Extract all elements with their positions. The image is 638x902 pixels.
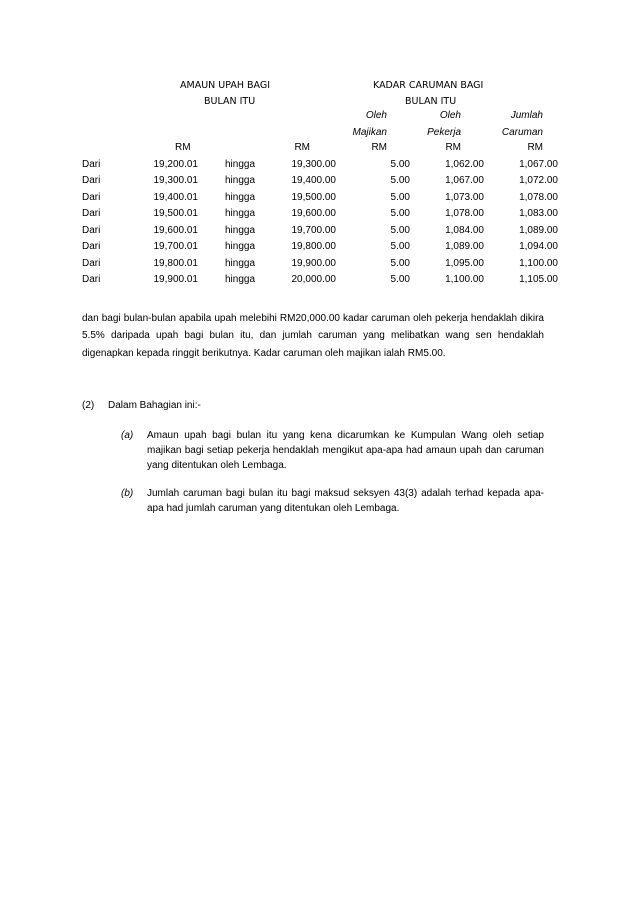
- row-spacer: [198, 189, 225, 206]
- col-majikan-line2: Majikan: [352, 127, 387, 138]
- unit-label-majikan: RM: [371, 142, 387, 153]
- row-employee-contribution: 1,062.00: [445, 158, 484, 170]
- row-wage-to: 19,600.00: [291, 208, 336, 220]
- table-row: [82, 272, 558, 289]
- row-wage-to: 19,400.00: [291, 175, 336, 187]
- row-total-contribution: 1,094.00: [519, 241, 558, 253]
- row-dari-label: Dari: [82, 257, 101, 269]
- row-employee-contribution: 1,073.00: [445, 191, 484, 203]
- row-hingga-label: hingga: [225, 274, 256, 286]
- table-row: [82, 156, 558, 173]
- row-employer-contribution: 5.00: [390, 175, 410, 187]
- row-spacer: [198, 255, 225, 272]
- row-employee-contribution: 1,089.00: [445, 241, 484, 253]
- row-hingga-label: hingga: [225, 241, 256, 253]
- row-employee-contribution: 1,084.00: [445, 224, 484, 236]
- row-dari-label: Dari: [82, 274, 101, 286]
- table-row: [82, 206, 558, 223]
- row-hingga-label: hingga: [225, 191, 256, 203]
- table-row: [82, 255, 558, 272]
- row-total-contribution: 1,105.00: [519, 274, 558, 286]
- row-wage-to: 20,000.00: [291, 274, 336, 286]
- row-employee-contribution: 1,095.00: [445, 257, 484, 269]
- row-wage-from: 19,300.01: [153, 175, 198, 187]
- row-total-contribution: 1,067.00: [519, 158, 558, 170]
- row-wage-to: 19,800.00: [291, 241, 336, 253]
- kadar-heading-line2: BULAN ITU: [405, 96, 457, 107]
- row-hingga-label: hingga: [225, 257, 256, 269]
- unit-label-jumlah: RM: [527, 142, 543, 153]
- row-wage-from: 19,500.01: [153, 208, 198, 220]
- row-wage-to: 19,300.00: [291, 158, 336, 170]
- row-hingga-label: hingga: [225, 208, 256, 220]
- row-hingga-label: hingga: [225, 158, 256, 170]
- row-wage-from: 19,700.01: [153, 241, 198, 253]
- row-total-contribution: 1,100.00: [519, 257, 558, 269]
- row-employee-contribution: 1,078.00: [445, 208, 484, 220]
- row-wage-from: 19,400.01: [153, 191, 198, 203]
- col-majikan-line1: Oleh: [365, 110, 387, 121]
- row-total-contribution: 1,078.00: [519, 191, 558, 203]
- amaun-heading-line1: AMAUN UPAH BAGI: [180, 80, 271, 91]
- row-dari-label: Dari: [82, 208, 101, 220]
- row-employer-contribution: 5.00: [390, 191, 410, 203]
- row-spacer: [198, 173, 225, 190]
- row-hingga-label: hingga: [225, 175, 256, 187]
- row-wage-from: 19,800.01: [153, 257, 198, 269]
- row-spacer: [198, 206, 225, 223]
- col-pekerja-line2: Pekerja: [427, 127, 461, 138]
- row-employer-contribution: 5.00: [390, 241, 410, 253]
- item-b-text: Jumlah caruman bagi bulan itu bagi maksud seksyen 43(3) adalah terhad kepada apa-apa had jumlah caruman yang ditentukan oleh Lembaga.: [147, 488, 544, 514]
- contribution-table: [82, 156, 558, 288]
- section-number: (2): [82, 400, 95, 411]
- row-employer-contribution: 5.00: [390, 274, 410, 286]
- row-dari-label: Dari: [82, 241, 101, 253]
- unit-label-pekerja: RM: [445, 142, 461, 153]
- kadar-heading-line1: KADAR CARUMAN BAGI: [373, 80, 484, 91]
- unit-label-to: RM: [294, 142, 310, 153]
- row-employer-contribution: 5.00: [390, 158, 410, 170]
- row-dari-label: Dari: [82, 224, 101, 236]
- col-jumlah-line2: Caruman: [501, 127, 543, 138]
- row-wage-from: 19,200.01: [153, 158, 198, 170]
- row-spacer: [198, 239, 225, 256]
- row-spacer: [198, 272, 225, 289]
- excess-wage-paragraph: dan bagi bulan-bulan apabila upah melebihi RM20,000.00 kadar caruman oleh pekerja hendaklah dikira 5.5% daripada upah bagi bulan itu, dan jumlah caruman yang melibatkan wang sen hendaklah digenapkan kepada ringgit berikutnya. Kadar caruman oleh majikan ialah RM5.00.: [82, 313, 544, 359]
- row-total-contribution: 1,072.00: [519, 175, 558, 187]
- row-total-contribution: 1,089.00: [519, 224, 558, 236]
- col-jumlah-line1: Jumlah: [510, 110, 543, 121]
- section-intro: Dalam Bahagian ini:-: [108, 400, 201, 411]
- table-row: [82, 222, 558, 239]
- row-wage-to: 19,500.00: [291, 191, 336, 203]
- row-wage-from: 19,900.01: [153, 274, 198, 286]
- row-employer-contribution: 5.00: [390, 208, 410, 220]
- row-dari-label: Dari: [82, 158, 101, 170]
- row-spacer: [198, 222, 225, 239]
- row-wage-to: 19,900.00: [291, 257, 336, 269]
- row-employer-contribution: 5.00: [390, 224, 410, 236]
- row-dari-label: Dari: [82, 191, 101, 203]
- row-wage-to: 19,700.00: [291, 224, 336, 236]
- table-row: [82, 189, 558, 206]
- row-employee-contribution: 1,100.00: [445, 274, 484, 286]
- item-a-label: (a): [121, 430, 134, 441]
- table-row: [82, 173, 558, 190]
- row-spacer: [198, 156, 225, 173]
- row-dari-label: Dari: [82, 175, 101, 187]
- unit-label-from: RM: [175, 142, 191, 153]
- row-employer-contribution: 5.00: [390, 257, 410, 269]
- col-pekerja-line1: Oleh: [439, 110, 461, 121]
- amaun-heading-line2: BULAN ITU: [204, 96, 256, 107]
- item-a-text: Amaun upah bagi bulan itu yang kena dicarumkan ke Kumpulan Wang oleh setiap majikan bagi setiap pekerja hendaklah mengikut apa-apa had amaun upah dan caruman yang ditentukan oleh Lembaga.: [147, 430, 544, 471]
- row-employee-contribution: 1,067.00: [445, 175, 484, 187]
- row-wage-from: 19,600.01: [153, 224, 198, 236]
- row-total-contribution: 1,083.00: [519, 208, 558, 220]
- row-hingga-label: hingga: [225, 224, 256, 236]
- item-b-label: (b): [121, 488, 134, 499]
- table-row: [82, 239, 558, 256]
